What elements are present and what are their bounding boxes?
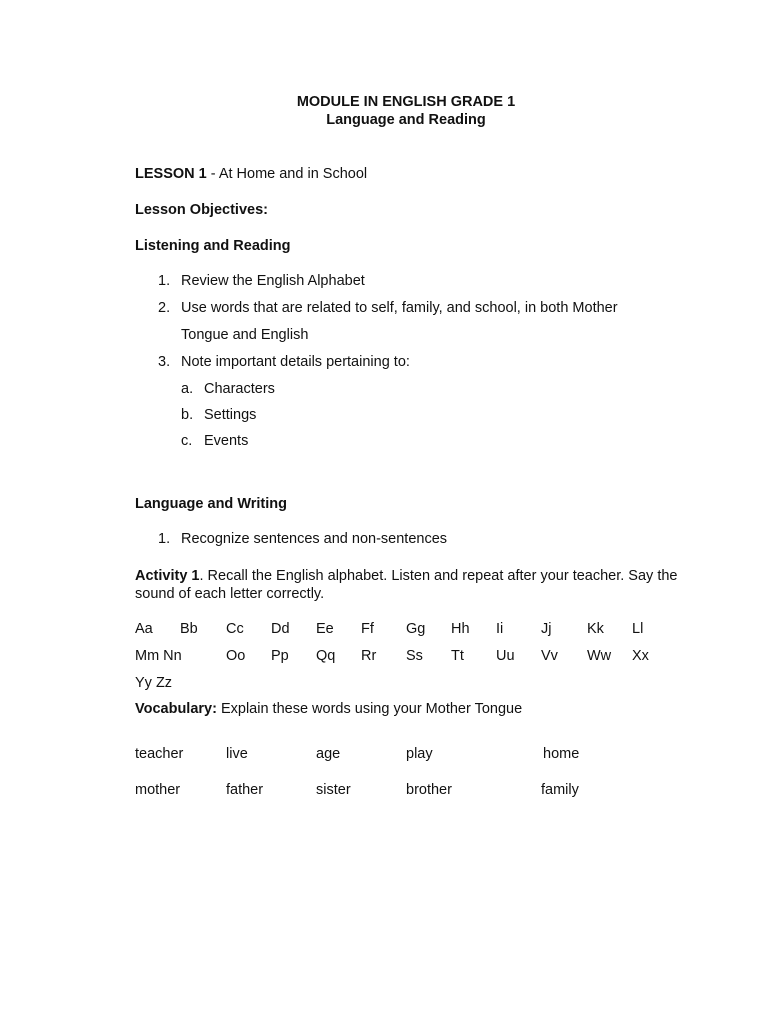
alphabet-letter: Mm Nn bbox=[135, 648, 182, 664]
vocabulary-word: father bbox=[226, 782, 264, 798]
lesson-label: LESSON 1 bbox=[135, 166, 207, 182]
vocabulary-word: live bbox=[226, 746, 248, 762]
vocabulary-word: home bbox=[543, 746, 580, 762]
vocabulary-text: Explain these words using your Mother Tongue bbox=[216, 701, 523, 717]
alphabet-letter: Xx bbox=[632, 648, 649, 664]
alphabet-letter: Tt bbox=[451, 648, 464, 664]
alphabet-letter: Pp bbox=[271, 648, 289, 664]
alphabet-letter: Ll bbox=[632, 621, 644, 637]
alphabet-letter: Ii bbox=[496, 621, 504, 637]
objectives-heading: Lesson Objectives: bbox=[135, 202, 268, 218]
list-item-text: Note important details pertaining to: bbox=[181, 354, 410, 370]
alphabet-letter: Uu bbox=[496, 648, 515, 664]
alphabet-letter: Ss bbox=[406, 648, 423, 664]
listening-reading-heading: Listening and Reading bbox=[135, 238, 291, 254]
language-writing-heading: Language and Writing bbox=[135, 496, 287, 512]
list-item-text: Review the English Alphabet bbox=[181, 273, 365, 289]
alphabet-letter: Hh bbox=[451, 621, 470, 637]
sub-item-letter: a. bbox=[181, 381, 194, 397]
activity-label: Activity 1 bbox=[135, 568, 200, 584]
alphabet-letter: Vv bbox=[541, 648, 558, 664]
alphabet-letter: Cc bbox=[226, 621, 244, 637]
document-subtitle: Language and Reading bbox=[326, 112, 486, 128]
vocabulary-word: teacher bbox=[135, 746, 184, 762]
list-item-number: 3. bbox=[158, 354, 171, 370]
list-item-text: Recognize sentences and non-sentences bbox=[181, 531, 448, 547]
alphabet-letter: Jj bbox=[541, 621, 552, 637]
alphabet-letter: Rr bbox=[361, 648, 377, 664]
sub-item-letter: b. bbox=[181, 407, 194, 423]
document-title: MODULE IN ENGLISH GRADE 1 bbox=[296, 94, 516, 110]
list-item-number: 1. bbox=[158, 273, 171, 289]
vocabulary-line bbox=[135, 701, 522, 717]
alphabet-letter: Gg bbox=[406, 621, 426, 637]
alphabet-letter: Oo bbox=[226, 648, 246, 664]
lesson-line bbox=[135, 166, 367, 182]
alphabet-letter: Kk bbox=[587, 621, 604, 637]
lesson-separator: - bbox=[206, 166, 219, 182]
alphabet-letter: Qq bbox=[316, 648, 336, 664]
vocabulary-word: mother bbox=[135, 782, 181, 798]
vocabulary-word: family bbox=[541, 782, 579, 798]
vocabulary-word: play bbox=[406, 746, 433, 762]
alphabet-letter: Bb bbox=[180, 621, 198, 637]
sub-item-letter: c. bbox=[181, 433, 193, 449]
alphabet-letter: Ff bbox=[361, 621, 374, 637]
sub-item-text: Characters bbox=[204, 381, 275, 397]
alphabet-letter: Dd bbox=[271, 621, 290, 637]
vocabulary-word: age bbox=[316, 746, 341, 762]
list-item-number: 1. bbox=[158, 531, 171, 547]
alphabet-letter: Aa bbox=[135, 621, 153, 637]
activity-paragraph bbox=[135, 567, 695, 603]
activity-text: . Recall the English alphabet. Listen and repeat after your teacher. Say the sound of each letter correctly. bbox=[135, 568, 678, 602]
alphabet-letter: Ww bbox=[587, 648, 612, 664]
vocabulary-word: sister bbox=[316, 782, 351, 798]
sub-item-text: Settings bbox=[204, 407, 257, 423]
alphabet-letter: Ee bbox=[316, 621, 334, 637]
vocabulary-label: Vocabulary: bbox=[135, 701, 217, 717]
list-item-text-continued: Tongue and English bbox=[181, 327, 309, 343]
vocabulary-word: brother bbox=[406, 782, 452, 798]
alphabet-letter: Yy Zz bbox=[135, 675, 173, 691]
list-item-text: Use words that are related to self, family, and school, in both Mother bbox=[181, 300, 618, 316]
sub-item-text: Events bbox=[204, 433, 249, 449]
lesson-name: At Home and in School bbox=[218, 166, 368, 182]
list-item-number: 2. bbox=[158, 300, 171, 316]
